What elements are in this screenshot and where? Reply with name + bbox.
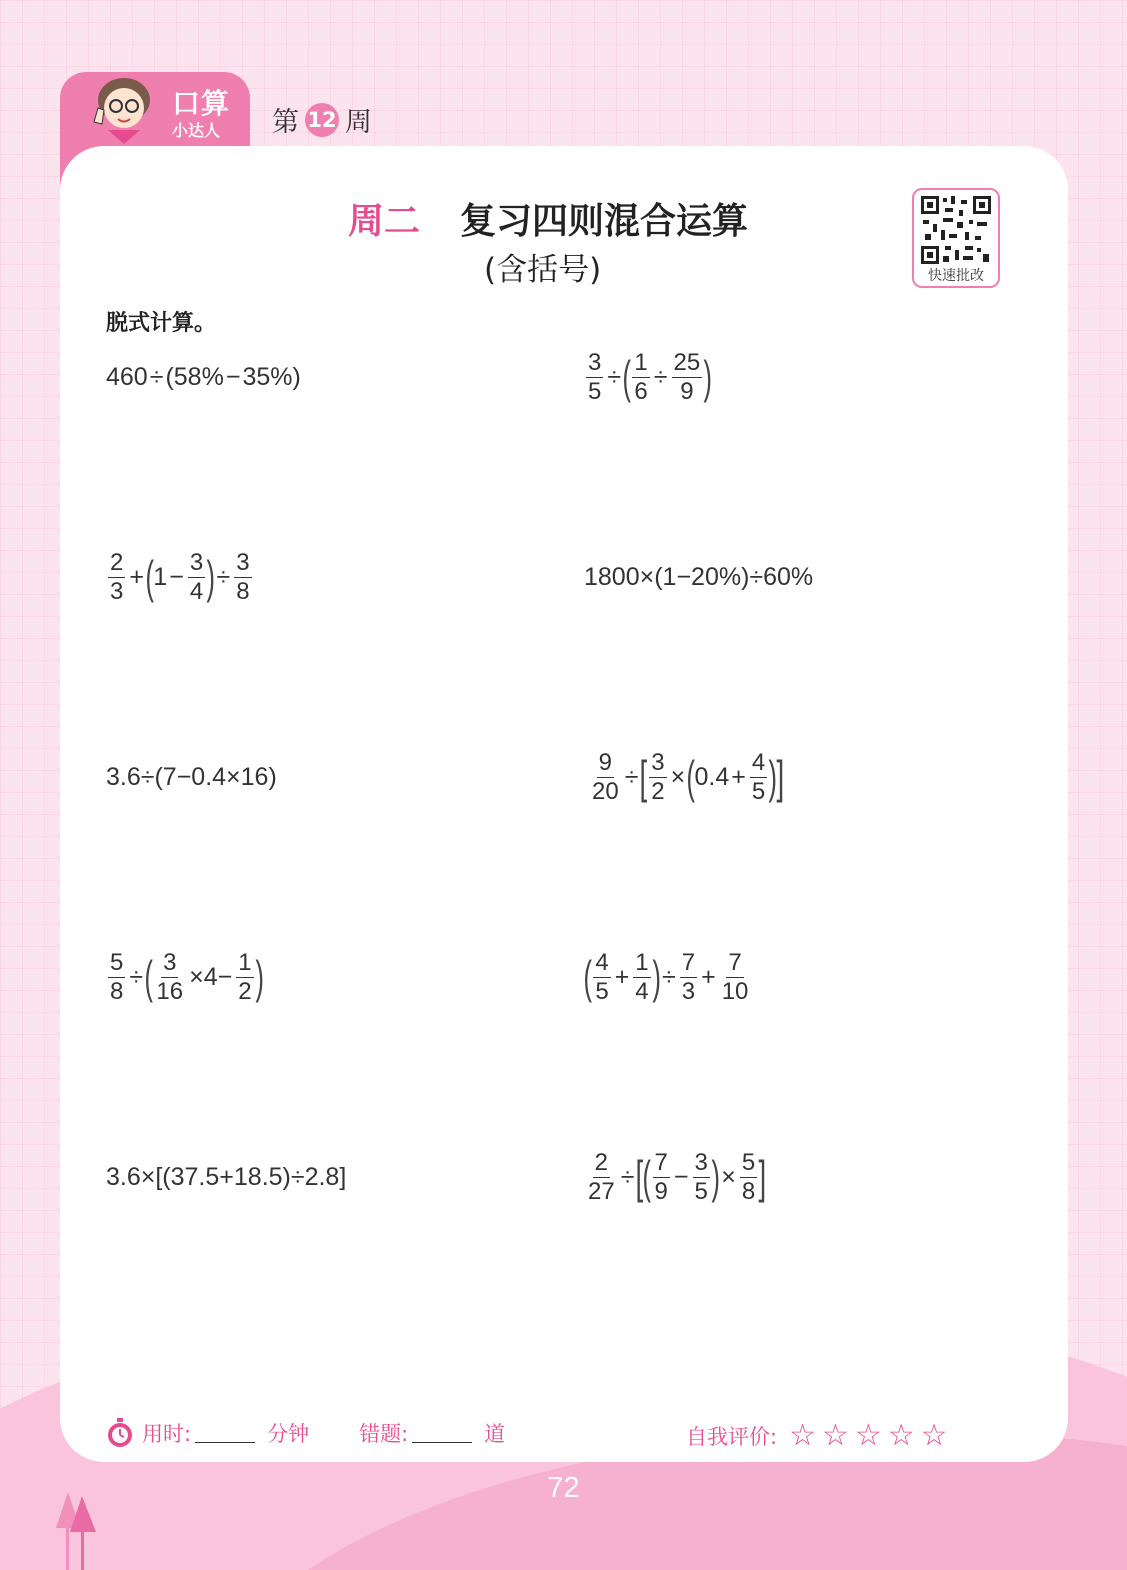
right-paren: ) [768, 751, 778, 803]
operator: − [169, 562, 184, 591]
left-paren: ( [622, 351, 631, 403]
fraction: $\frac{3}{16}$ [156, 948, 184, 1005]
operator: ÷ [129, 962, 144, 991]
stopwatch-icon [106, 1418, 134, 1448]
fraction: $\frac{1}{6}$ [634, 348, 648, 405]
week-prefix: 第 [272, 107, 299, 138]
problem-2 [584, 344, 712, 410]
week-indicator [272, 100, 372, 139]
fraction: $\frac{4}{5}$ [751, 748, 766, 805]
page-number: 72 [547, 1472, 580, 1504]
right-paren: ) [206, 551, 216, 603]
problem-4 [584, 544, 813, 610]
problem-text: 460 [106, 362, 148, 391]
qr-code-icon [921, 196, 991, 264]
left-paren: ( [583, 951, 592, 1003]
errors-unit: 道 [484, 1422, 506, 1446]
lesson-title: 复习四则混合运算 [460, 201, 749, 242]
operator: ÷ [661, 962, 676, 991]
operator: − [225, 362, 241, 391]
problem-5 [106, 744, 277, 810]
left-bracket: [ [639, 751, 648, 803]
lesson-subtitle: (含括号) [484, 252, 602, 288]
badge-title: 口算 [172, 87, 231, 120]
fraction: $\frac{1}{2}$ [238, 948, 252, 1005]
errors-label: 错题: [359, 1422, 409, 1446]
qr-code-box[interactable] [912, 188, 1000, 288]
right-paren: ) [711, 1151, 720, 1203]
operator: ÷ [620, 1162, 635, 1191]
problem-10 [584, 1144, 766, 1210]
operator: ÷ [607, 362, 622, 391]
mascot-icon [72, 74, 162, 150]
fraction: $\frac{4}{5}$ [595, 948, 609, 1005]
problem-6 [588, 744, 783, 810]
right-bracket: ] [758, 1151, 767, 1203]
operator: + [701, 962, 716, 991]
operator: ÷ [149, 362, 164, 391]
problem-text: 0.4 [694, 762, 730, 791]
fraction: $\frac{7}{9}$ [654, 1148, 668, 1205]
fraction: $\frac{7}{3}$ [681, 948, 696, 1005]
time-input[interactable] [195, 1424, 255, 1443]
fraction: $\frac{1}{4}$ [635, 948, 649, 1005]
rating-label: 自我评价: [686, 1424, 778, 1449]
problem-text: 1 [153, 562, 168, 591]
right-paren: ) [255, 951, 264, 1003]
fraction: $\frac{7}{10}$ [721, 948, 749, 1005]
operator: + [129, 562, 144, 591]
problem-text: 1800×(1−20%)÷60% [584, 562, 814, 591]
problem-text: 3.6×[(37.5+18.5)÷2.8] [106, 1162, 347, 1191]
operator: ÷ [653, 362, 668, 391]
problem-3 [106, 544, 254, 610]
lesson-day: 周二 [348, 201, 421, 242]
time-label: 用时: [142, 1422, 192, 1446]
fraction: $\frac{25}{9}$ [673, 348, 701, 405]
operator: × [721, 1162, 736, 1191]
problem-1 [106, 344, 301, 410]
week-suffix: 周 [345, 107, 372, 138]
problem-text: (58% [165, 362, 224, 391]
left-paren: ( [144, 951, 153, 1003]
left-paren: ( [686, 751, 696, 803]
operator: − [673, 1162, 689, 1191]
fraction: $\frac{3}{8}$ [236, 548, 250, 605]
fraction: $\frac{5}{8}$ [110, 948, 124, 1005]
fraction: $\frac{2}{27}$ [588, 1148, 615, 1205]
week-number: 12 [305, 103, 339, 137]
fraction: $\frac{3}{2}$ [651, 748, 665, 805]
fraction: $\frac{2}{3}$ [110, 548, 124, 605]
operator: × [670, 762, 686, 791]
operator: ×4− [189, 962, 233, 991]
left-paren: ( [145, 551, 154, 603]
problem-8 [584, 944, 752, 1010]
right-bracket: ] [776, 751, 784, 803]
fraction: $\frac{5}{8}$ [741, 1148, 756, 1205]
fraction: $\frac{3}{5}$ [694, 1148, 708, 1205]
errors-input[interactable] [412, 1424, 472, 1443]
time-tracker [106, 1418, 505, 1448]
problem-9 [106, 1144, 346, 1210]
right-paren: ) [703, 351, 713, 403]
tree-icon [54, 1492, 98, 1570]
self-rating [686, 1418, 954, 1453]
operator: ÷ [624, 762, 639, 791]
problem-text: 3.6÷(7−0.4×16) [106, 762, 277, 791]
fraction: $\frac{9}{20}$ [592, 748, 619, 805]
rating-stars[interactable]: ☆☆☆☆☆ [789, 1418, 954, 1453]
qr-label: 快速批改 [928, 268, 984, 284]
left-paren: ( [642, 1151, 652, 1203]
operator: + [731, 762, 746, 791]
problem-text: 35%) [242, 362, 301, 391]
problem-7 [106, 944, 263, 1010]
operator: + [614, 962, 630, 991]
operator: ÷ [216, 562, 231, 591]
time-unit: 分钟 [267, 1422, 310, 1446]
right-paren: ) [652, 951, 661, 1003]
fraction: $\frac{3}{5}$ [588, 348, 602, 405]
instruction: 脱式计算。 [106, 311, 217, 336]
fraction: $\frac{3}{4}$ [189, 548, 204, 605]
left-bracket: [ [635, 1151, 644, 1203]
badge-subtitle: 小达人 [172, 121, 221, 140]
